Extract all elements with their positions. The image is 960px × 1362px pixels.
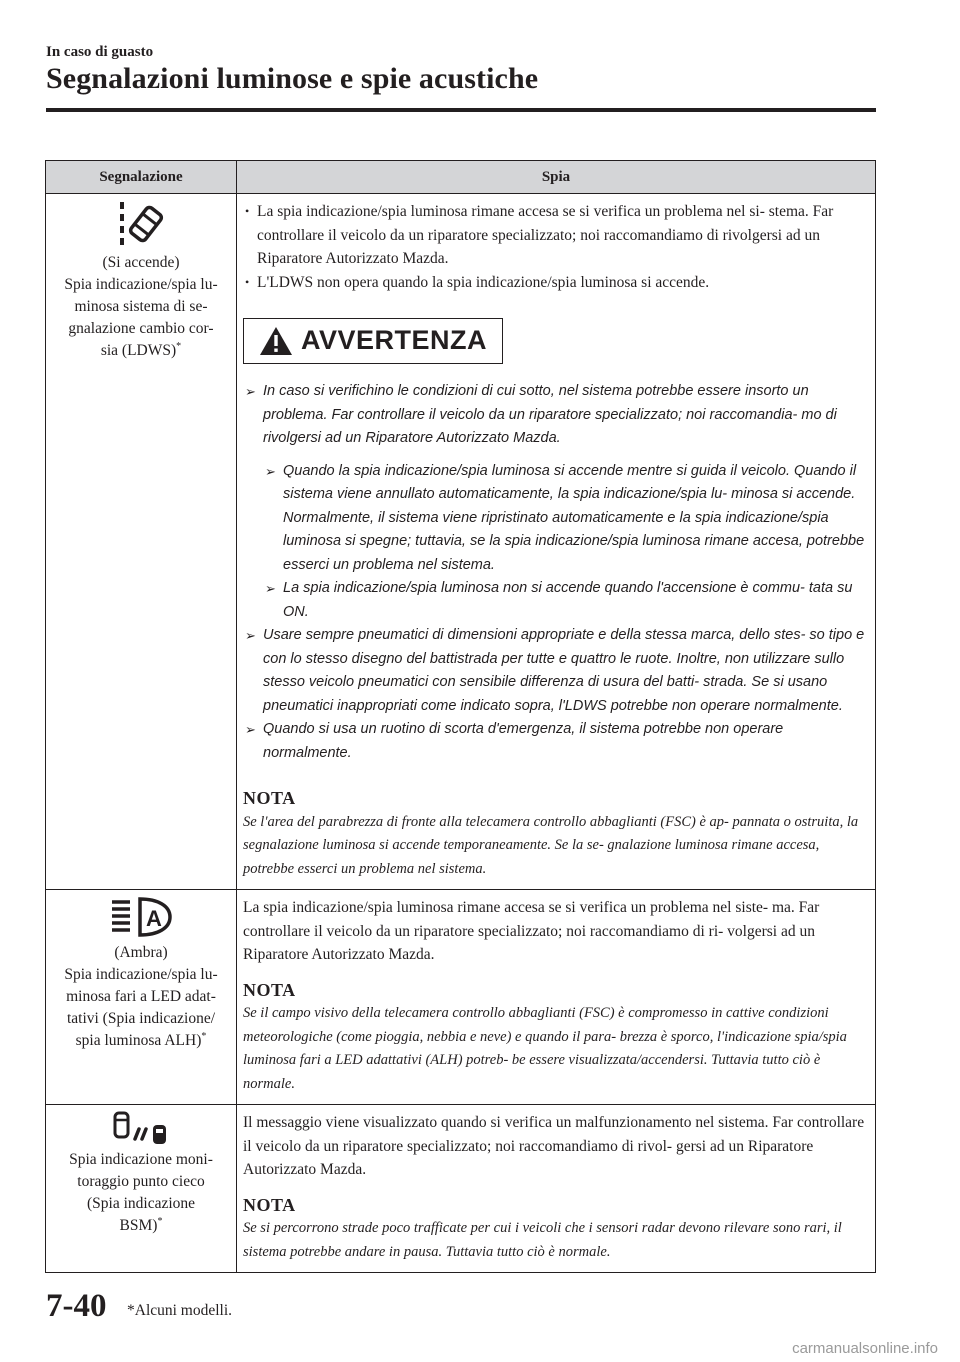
bsm-label-4	[50, 1215, 232, 1237]
arrow-icon: ➢	[245, 628, 256, 643]
warning-item-3-text: Quando si usa un ruotino di scorta d'emergenza, il sistema potrebbe non operare normalmente.	[263, 721, 784, 761]
nota-heading: NOTA	[243, 788, 296, 808]
warning-sub-list	[243, 460, 869, 625]
table-header-row	[46, 161, 876, 194]
alh-description: La spia indicazione/spia luminosa rimane accesa se si verifica un problema nel siste- ma. Far controllare il veicolo da un riparatore specializzato; noi raccomandiamo di ri- volgersi ad un Riparatore Autorizzato Mazda.	[243, 899, 820, 963]
warning-item	[243, 624, 869, 718]
warning-sub-item	[263, 460, 869, 578]
warning-sub-1-text: Quando la spia indicazione/spia luminosa si accende mentre si guida il veicolo. Quando il sistema viene annullato automaticamente, la spia indicazione/spia lu- minosa si accende. Normalmente, il sistema viene ripristinato automaticamente e la spia indicazione/spia luminosa si spegne; tuttavia, se la spia indicazione/spia luminosa rimane accesa, potrebbe esserci un problema nel sistema.	[283, 462, 865, 573]
spia-cell-alh	[237, 890, 876, 1105]
footnote-marker: *	[201, 1030, 207, 1042]
signal-cell-bsm	[46, 1105, 237, 1273]
nota-text: Se il campo visivo della telecamera controllo abbaglianti (FSC) è compromesso in cattive condizioni meteorologiche (come pioggia, nebbia e neve) e quando il para- brezza è sporco, l'indicazione spia/spia luminosa fari a LED adattativi (ALH) potreb- be essere visualizzata/accendersi. Tuttavia tutto ciò è normale.	[243, 1005, 847, 1092]
warning-sub-item	[263, 577, 869, 624]
ldws-icon	[118, 200, 164, 248]
alh-label-4: tativi (Spia indicazione/	[66, 1010, 216, 1027]
column-header-signal: Segnalazione	[46, 161, 237, 194]
ldws-bullet-list	[243, 200, 869, 294]
footnote-marker: *	[176, 340, 182, 352]
footnote-marker: *	[157, 1215, 163, 1227]
ldws-label-5	[50, 340, 232, 362]
spia-cell-ldws	[237, 194, 876, 890]
ldws-label-1: (Si accende)	[102, 254, 180, 271]
warning-item-1-text: In caso si verifichino le condizioni di cui sotto, nel sistema potrebbe essere insorto un problema. Far controllare il veicolo da un riparatore specializzato; noi raccomandia- mo di rivolgersi ad un Riparatore Autorizzato Mazda.	[263, 383, 837, 446]
page-number: 7-40	[46, 1288, 107, 1324]
signal-cell-alh	[46, 890, 237, 1105]
bsm-description: Il messaggio viene visualizzato quando si verifica un malfunzionamento nel sistema. Far controllare il veicolo da un riparatore specializzato; noi raccomandiamo di rivol- gersi ad un Riparatore Autorizzato Mazda.	[243, 1114, 865, 1178]
warning-triangle-icon	[259, 326, 293, 356]
nota-text: Se si percorrono strade poco trafficate per cui i veicoli che i sensori radar devono rilevare sono rari, il sistema potrebbe andare in pausa. Tuttavia tutto ciò è normale.	[243, 1220, 842, 1260]
table-row	[46, 1105, 876, 1273]
bsm-label-4-text: BSM)	[119, 1217, 158, 1234]
alh-label-5	[50, 1030, 232, 1052]
warning-item-2-text: Usare sempre pneumatici di dimensioni appropriate e della stessa marca, dello stes- so tipo e con lo stesso disegno del battistrada per tutte e quattro le ruote. Inoltre, non utilizzare sullo stesso veicolo pneumatici con sensibile differenza di usura del batti- strada. Se si usano pneumatici inappropriati come indicato sopra, l'LDWS potrebbe non operare normalmente.	[263, 627, 865, 714]
table-row	[46, 194, 876, 890]
alh-icon	[110, 896, 172, 938]
ldws-label-3: minosa sistema di se-	[74, 298, 208, 315]
arrow-icon: ➢	[265, 581, 276, 596]
column-header-spia: Spia	[237, 161, 876, 194]
footnote: *Alcuni modelli.	[127, 1302, 233, 1319]
arrow-icon: ➢	[245, 722, 256, 737]
svg-text:A: A	[146, 906, 162, 931]
warning-label: AVVERTENZA	[300, 325, 487, 356]
bsm-label-3: (Spia indicazione	[86, 1195, 196, 1212]
warning-sub-2-text: La spia indicazione/spia luminosa non si accende quando l'accensione è commu- tata su ON.	[283, 580, 853, 620]
watermark: carmanualsonline.info	[792, 1340, 938, 1357]
spia-cell-bsm	[237, 1105, 876, 1273]
nota-heading: NOTA	[243, 979, 296, 1000]
title-rule	[46, 108, 876, 112]
nota-text: Se l'area del parabrezza di fronte alla telecamera controllo abbaglianti (FSC) è ap- pannata o ostruita, la segnalazione luminosa si accende temporaneamente. Se la se- gnalazione luminosa rimane accesa, potrebbe esserci un problema nel sistema.	[243, 813, 859, 877]
warning-item	[243, 380, 869, 451]
page-title: Segnalazioni luminose e spie acustiche	[46, 62, 539, 95]
list-item: • L'LDWS non opera quando la spia indicazione/spia luminosa si accende.	[243, 271, 869, 295]
bsm-label-1: Spia indicazione moni-	[69, 1151, 213, 1168]
warning-item	[243, 718, 869, 765]
list-item: • La spia indicazione/spia luminosa rimane accesa se si verifica un problema nel si- stema. Far controllare il veicolo da un riparatore specializzato; noi raccomandiamo di rivolgersi ad un Riparatore Autorizzato Mazda.	[243, 200, 869, 271]
bsm-icon	[112, 1111, 170, 1145]
ldws-label-5-text: sia (LDWS)	[100, 342, 177, 359]
nota-heading: NOTA	[243, 1194, 296, 1215]
ldws-label-4: gnalazione cambio cor-	[68, 320, 214, 337]
alh-label-5-text: spia luminosa ALH)	[75, 1032, 202, 1049]
warning-lights-table	[45, 160, 876, 1273]
signal-cell-ldws	[46, 194, 237, 890]
arrow-icon: ➢	[265, 463, 276, 479]
ldws-label-2: Spia indicazione/spia lu-	[64, 276, 218, 293]
alh-label-3: minosa fari a LED adat-	[66, 988, 216, 1005]
alh-label-1: (Ambra)	[114, 944, 168, 961]
warning-box	[243, 318, 503, 364]
bsm-label-2: toraggio punto cieco	[77, 1173, 205, 1190]
alh-label-2: Spia indicazione/spia lu-	[64, 966, 218, 983]
section-label: In caso di guasto	[46, 44, 154, 60]
table-row	[46, 890, 876, 1105]
arrow-icon: ➢	[245, 384, 256, 399]
